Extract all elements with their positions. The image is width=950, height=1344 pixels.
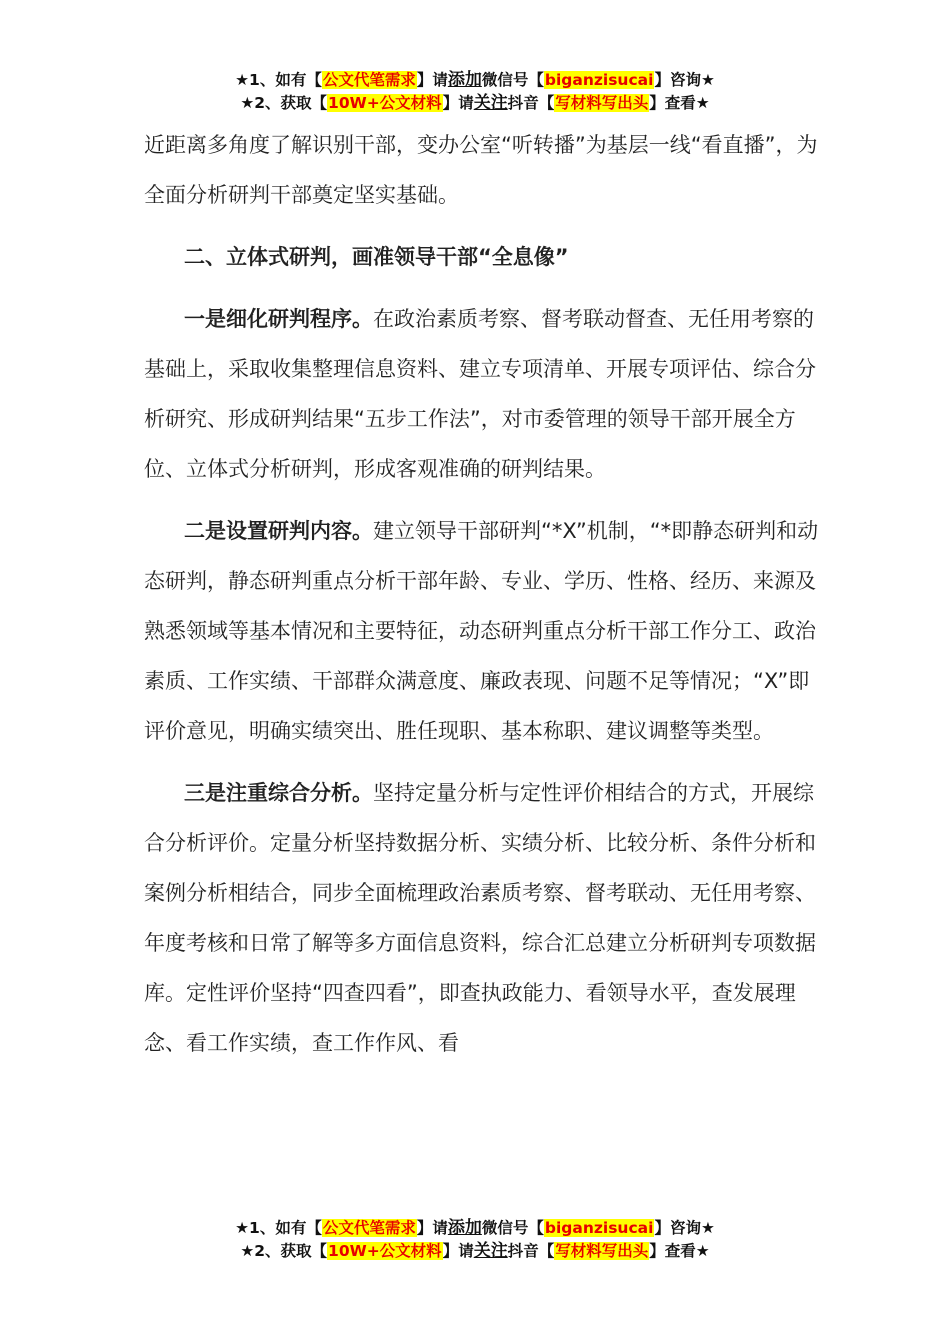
banner-highlight-materials: 10W+公文材料 bbox=[328, 94, 442, 112]
banner-highlight-service: 公文代笔需求 bbox=[322, 1219, 416, 1237]
paragraph-comprehensive-analysis bbox=[144, 768, 824, 1068]
banner-line-2 bbox=[0, 92, 950, 115]
banner-highlight-service: 公文代笔需求 bbox=[322, 71, 416, 89]
banner-text: 】请 bbox=[416, 71, 448, 89]
banner-text: 】查看★ bbox=[649, 94, 710, 112]
continuation-paragraph: 近距离多角度了解识别干部，变办公室“听转播”为基层一线“看直播”，为全面分析研判干部奠定坚实基础。 bbox=[144, 133, 818, 207]
banner-text: 】请 bbox=[416, 1219, 448, 1237]
banner-underlined-word: 关注 bbox=[473, 93, 508, 113]
paragraph-refine-procedure bbox=[144, 294, 824, 494]
banner-text: ★1、如有【 bbox=[235, 71, 322, 89]
banner-highlight-douyin-account: 写材料写出头 bbox=[555, 94, 649, 112]
banner-text: 微信号【 bbox=[481, 71, 544, 89]
banner-text: 抖音【 bbox=[507, 94, 555, 112]
banner-highlight-wechat-id: biganzisucai bbox=[544, 71, 654, 89]
paragraph-set-content bbox=[144, 506, 824, 756]
banner-text: 微信号【 bbox=[481, 1219, 544, 1237]
banner-highlight-wechat-id: biganzisucai bbox=[544, 1219, 654, 1237]
banner-text: 抖音【 bbox=[507, 1242, 555, 1260]
document-body bbox=[144, 120, 824, 1068]
banner-text: ★2、获取【 bbox=[240, 94, 328, 112]
banner-highlight-materials: 10W+公文材料 bbox=[328, 1242, 442, 1260]
banner-text: 】咨询★ bbox=[654, 71, 715, 89]
paragraph-lead: 二是设置研判内容。 bbox=[184, 519, 373, 543]
banner-text: ★1、如有【 bbox=[235, 1219, 322, 1237]
banner-underlined-word: 关注 bbox=[473, 1241, 508, 1261]
header-banner bbox=[0, 69, 950, 115]
banner-text: 】请 bbox=[442, 94, 474, 112]
banner-text: 】查看★ bbox=[649, 1242, 710, 1260]
paragraph-body: 坚持定量分析与定性评价相结合的方式，开展综合分析评价。定量分析坚持数据分析、实绩分析、比较分析、条件分析和案例分析相结合，同步全面梳理政治素质考察、督考联动、无任用考察、年度考核和日常了解等多方面信息资料，综合汇总建立分析研判专项数据库。定性评价坚持“四查四看”，即查执政能力、看领导水平，查发展理念、看工作实绩，查工作作风、看 bbox=[144, 781, 816, 1055]
banner-underlined-word: 添加 bbox=[447, 70, 482, 90]
paragraph-lead: 一是细化研判程序。 bbox=[184, 307, 373, 331]
section-heading bbox=[144, 232, 824, 282]
footer-banner bbox=[0, 1217, 950, 1263]
section-heading-text: 二、立体式研判，画准领导干部“全息像” bbox=[184, 245, 569, 269]
banner-text: 】咨询★ bbox=[654, 1219, 715, 1237]
paragraph-lead: 三是注重综合分析。 bbox=[184, 781, 373, 805]
banner-line-1 bbox=[0, 69, 950, 92]
paragraph-body: 在政治素质考察、督考联动督查、无任用考察的基础上，采取收集整理信息资料、建立专项清单、开展专项评估、综合分析研究、形成研判结果“五步工作法”，对市委管理的领导干部开展全方位、立体式分析研判，形成客观准确的研判结果。 bbox=[144, 307, 816, 481]
banner-text: ★2、获取【 bbox=[240, 1242, 328, 1260]
banner-underlined-word: 添加 bbox=[447, 1218, 482, 1238]
banner-line-1 bbox=[0, 1217, 950, 1240]
banner-line-2 bbox=[0, 1240, 950, 1263]
paragraph-body: 建立领导干部研判“*X”机制，“*即静态研判和动态研判，静态研判重点分析干部年龄、专业、学历、性格、经历、来源及熟悉领域等基本情况和主要特征，动态研判重点分析干部工作分工、政治素质、工作实绩、干部群众满意度、廉政表现、问题不足等情况；“X”即评价意见，明确实绩突出、胜任现职、基本称职、建议调整等类型。 bbox=[144, 519, 819, 743]
banner-highlight-douyin-account: 写材料写出头 bbox=[555, 1242, 649, 1260]
banner-text: 】请 bbox=[442, 1242, 474, 1260]
